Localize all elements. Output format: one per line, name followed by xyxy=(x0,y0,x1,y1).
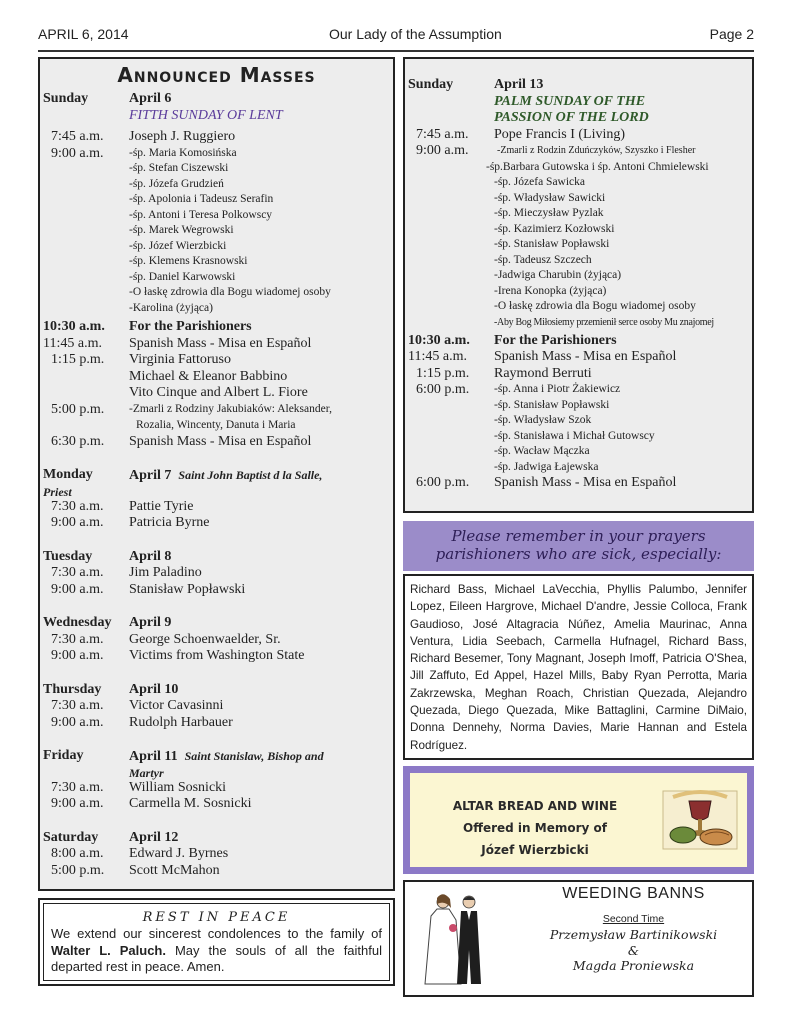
day-heading-monday: Monday April 7 Saint John Baptist d la Salle, xyxy=(43,467,323,483)
sick-names: Richard Bass, Michael LaVecchia, Phyllis Palumbo, Jennifer Lopez, Eileen Hargrove, Michael D'andre, Jessie Colloca, Frank Gaudioso, José Altagracia Núñez, Amelia Maurinac, Anna Ventura, Lidia Seebach, Carmella Hufnagel, Richard Bass, Richard Besemer, Tony Magnant, Joseph Imoff, Patricia O'Shea, Jill Zaffuto, Ed Appel, Hazel Mills, Baby Ryan Perrotta, Maria Zakrzewska, Meghan Roach, Christian Quezada, Alejandro Quezada, Diego Quezada, Mike Battaglini, Carmine DiMaio, Donna Dennehy, Norma Davies, Marie Hannan and Estela Rodríguez. xyxy=(410,583,747,752)
mass-entry: 6:00 p.m. -śp. Anna i Piotr Żakiewicz -śp. Stanisław Popławski -śp. Władysław Szok -śp. Stanisława i Michał Gutowscy -śp. Wacław Mączka -śp. Jadwiga Łajewska xyxy=(408,382,749,475)
mass-entry: 10:30 a.m. For the Parishioners xyxy=(408,332,617,348)
announced-masses-panel xyxy=(38,57,395,891)
mass-entry: Michael & Eleanor Babbino xyxy=(129,368,288,384)
mass-entry: 11:45 a.m. Spanish Mass - Misa en Español xyxy=(408,349,677,364)
intention-item: -śp. Mieczysław Pyzlak xyxy=(494,207,604,219)
mass-entry: 9:00 a.m. Stanisław Popławski xyxy=(51,581,246,597)
intention-item: -śp. Stanisława i Michał Gutowscy xyxy=(494,429,655,442)
mass-entry: 9:00 a.m. Victims from Washington State xyxy=(51,648,305,663)
banns-subtitle: Second Time xyxy=(602,913,665,925)
page-header xyxy=(38,26,754,46)
intention-item: -śp. Józefa Grudzień xyxy=(129,177,224,190)
altar-bread-wine-panel xyxy=(403,766,754,874)
mass-entry: 7:45 a.m. Joseph J. Ruggiero xyxy=(51,129,236,144)
mass-entry: 7:30 a.m. Victor Cavasinni xyxy=(51,698,224,713)
rip-title: REST IN PEACE xyxy=(142,910,291,925)
mass-entry: 7:30 a.m. William Sosnicki xyxy=(51,779,227,795)
mass-entry: 9:00 a.m. Patricia Byrne xyxy=(51,515,210,530)
day-heading-sunday: Sunday April 6 xyxy=(43,91,172,106)
intention-item: -śp. Tadeusz Szczech xyxy=(494,253,592,266)
intention-item: -śp. Władysław Szok xyxy=(494,414,592,426)
rip-message: We extend our sincerest condolences to the family of Walter L. Paluch. May the souls of all the faithful departed rest in peace. Amen. xyxy=(51,926,382,974)
feast-line: Martyr xyxy=(129,765,164,780)
banns-title: WEEDING BANNS xyxy=(562,885,705,902)
intention-item: -Irena Konopka (żyjąca) xyxy=(494,284,607,297)
altar-memory-name: Józef Wierzbicki xyxy=(481,843,589,857)
mass-entry: 9:00 a.m. Carmella M. Sosnicki xyxy=(51,796,252,811)
intention-list-row xyxy=(408,175,749,315)
mass-entry: 6:30 p.m. Spanish Mass - Misa en Español xyxy=(51,433,312,449)
mass-entry: 7:30 a.m. Pattie Tyrie xyxy=(51,498,194,514)
mass-entry: 9:00 a.m. Rudolph Harbauer xyxy=(51,714,233,730)
intention-line: -śp.Barbara Gutowska i śp. Antoni Chmielewski xyxy=(486,160,709,173)
mass-entry: 9:00 a.m. -Zmarli z Rodzin Zduńczyków, Szyszko i Flesher xyxy=(416,143,696,158)
sick-list-heading: Please remember in your prayers parishioners who are sick, especially: xyxy=(403,521,754,571)
mass-entry: 1:15 p.m. Virginia Fattoruso xyxy=(51,352,231,367)
intention-list xyxy=(494,175,749,315)
deceased-name: Walter L. Paluch. xyxy=(51,942,166,958)
intention-item: -śp. Antoni i Teresa Polkowscy xyxy=(129,208,273,221)
intention-item: -Karolina (żyjąca) xyxy=(129,301,213,314)
day-heading-thursday: Thursday April 10 xyxy=(43,681,179,697)
bulletin-date: APRIL 6, 2014 xyxy=(38,26,129,42)
intention-item: -Jadwiga Charubin (żyjąca) xyxy=(494,269,622,281)
mass-entry: 1:15 p.m. Raymond Berruti xyxy=(416,365,592,381)
mass-schedule xyxy=(408,77,749,492)
intention-item: -śp. Apolonia i Tadeusz Serafin xyxy=(129,193,274,205)
mass-entry: 5:00 p.m. -Zmarli z Rodziny Jakubiaków: Aleksander, xyxy=(51,401,332,417)
intention-item: -śp. Kazimierz Kozłowski xyxy=(494,222,615,235)
parish-name: Our Lady of the Assumption xyxy=(329,26,502,42)
intention-item: -śp. Stefan Ciszewski xyxy=(129,162,229,174)
intention-item: -śp. Wacław Mączka xyxy=(494,445,590,457)
intention-item: -śp. Marek Wegrowski xyxy=(129,224,234,236)
altar-offered: Offered in Memory of xyxy=(463,821,607,835)
intention-line: -Aby Bog Miłosiemy przemienił serce osoby Mu znajomej xyxy=(494,316,714,328)
rest-in-peace-panel xyxy=(38,898,395,986)
day-heading-tuesday: Tuesday April 8 xyxy=(43,548,172,564)
intention-item: -śp. Stanisław Popławski xyxy=(494,238,610,250)
intention-item: -śp. Maria Komosińska xyxy=(129,146,237,159)
intention-list xyxy=(129,146,390,317)
mass-entry: 7:45 a.m. Pope Francis I (Living) xyxy=(416,126,626,142)
intention-item: -śp. Stanisław Popławski xyxy=(494,398,610,411)
mass-entry: 6:00 p.m. Spanish Mass - Misa en Español xyxy=(416,475,677,490)
intention-item: -śp. Władysław Sawicki xyxy=(494,191,606,204)
mass-entry: 9:00 a.m. -śp. Maria Komosińska -śp. Stefan Ciszewski -śp. Józefa Grudzień -śp. Apolonia i Tadeusz Serafin -śp. Antoni i Teresa Polkowscy -śp. Marek Wegrowski -śp. Józef Wierzbicki -śp. Klemens Krasnowski -śp. Daniel Karwowski -O łaskę zdrowia dla Bogu wiadomej osoby -Karolina (żyjąca) xyxy=(43,146,390,317)
announced-masses-title: Announced Masses xyxy=(117,63,316,87)
intention-list xyxy=(494,382,749,475)
april-13-panel xyxy=(403,57,754,513)
ampersand: & xyxy=(627,942,640,958)
mass-entry: Vito Cinque and Albert L. Fiore xyxy=(129,385,308,400)
feast-line: Priest xyxy=(43,484,72,499)
intention-item: -śp. Anna i Piotr Żakiewicz xyxy=(494,383,621,395)
mass-entry: 7:30 a.m. Jim Paladino xyxy=(51,565,202,580)
intention-item: -O łaskę zdrowia dla Bogu wiadomej osoby xyxy=(129,286,331,298)
altar-title: ALTAR BREAD AND WINE xyxy=(452,799,618,813)
mass-entry: 8:00 a.m. Edward J. Byrnes xyxy=(51,846,229,861)
mass-entry: 10:30 a.m. For the Parishioners xyxy=(43,319,252,334)
intention-item: -O łaskę zdrowia dla Bogu wiadomej osoby xyxy=(494,300,696,312)
day-heading-saturday: Saturday April 12 xyxy=(43,829,179,845)
intention-item: -śp. Józef Wierzbicki xyxy=(129,239,227,252)
mass-entry: 11:45 a.m. Spanish Mass - Misa en Español xyxy=(43,335,312,351)
header-divider xyxy=(38,50,754,52)
day-heading-sunday: Sunday April 13 xyxy=(408,77,544,92)
bride-groom-icon xyxy=(423,890,493,988)
feast-line: PASSION OF THE LORD xyxy=(494,110,649,125)
wedding-banns-panel xyxy=(403,880,754,997)
feast-line: PALM SUNDAY OF THE xyxy=(494,93,646,109)
page-number: Page 2 xyxy=(709,26,754,42)
feast-line: FITTH SUNDAY OF LENT xyxy=(129,107,283,123)
mass-schedule xyxy=(43,91,390,879)
intention-item: -śp. Daniel Karwowski xyxy=(129,270,236,283)
mass-entry: 5:00 p.m. Scott McMahon xyxy=(51,862,220,878)
intention-item: -śp. Klemens Krasnowski xyxy=(129,255,248,267)
mass-entry: 7:30 a.m. George Schoenwaelder, Sr. xyxy=(51,631,281,647)
day-heading-wednesday: Wednesday April 9 xyxy=(43,615,172,630)
bride-name: Magda Proniewska xyxy=(572,958,695,973)
sick-list xyxy=(403,574,754,760)
groom-name: Przemysław Bartinikowski xyxy=(549,927,718,942)
intention-item: -śp. Józefa Sawicka xyxy=(494,176,586,188)
mass-entry: Rozalia, Wincenty, Danuta i Maria xyxy=(136,419,296,431)
chalice-bread-icon xyxy=(661,787,739,853)
banns-couple xyxy=(515,927,752,974)
day-heading-friday: Friday April 11 Saint Stanislaw, Bishop and xyxy=(43,748,324,764)
intention-item: -śp. Jadwiga Łajewska xyxy=(494,460,599,473)
altar-text xyxy=(420,795,650,861)
